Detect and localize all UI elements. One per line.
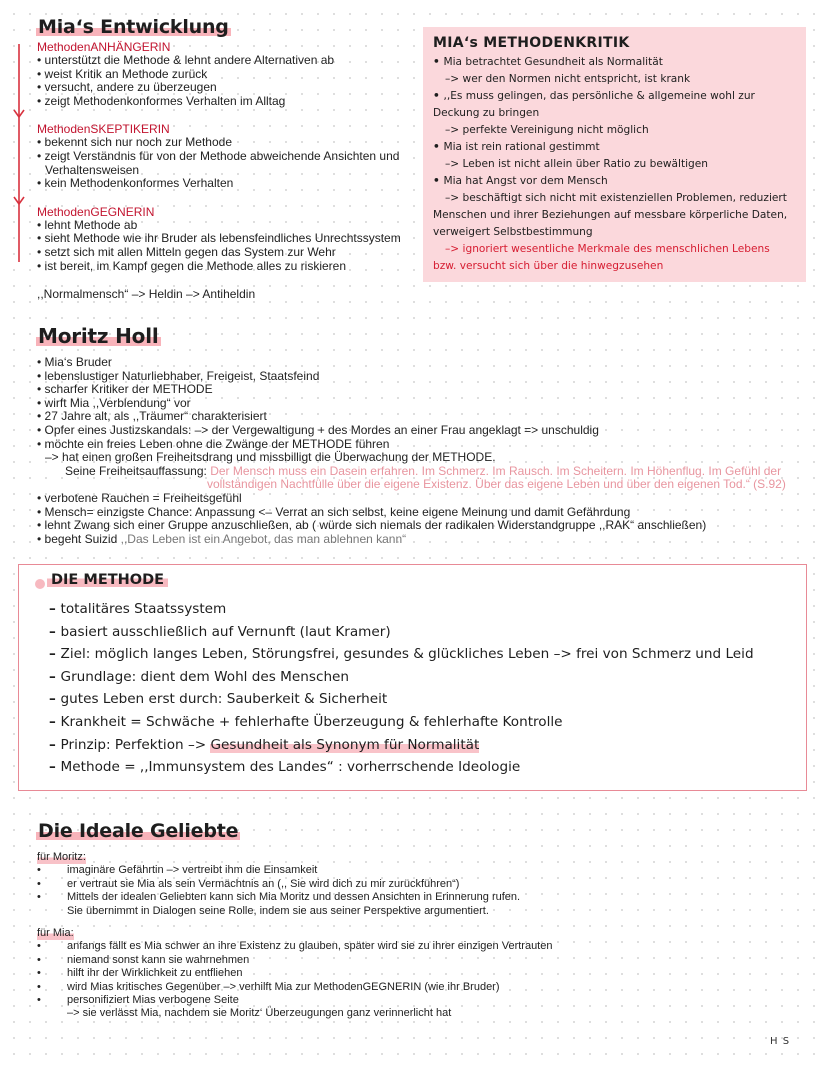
list-item: • Mittels der idealen Geliebten kann sich Mia Moritz und dessen Ansichten in Erinnerung rufen.: [37, 891, 521, 904]
moritz-title: Moritz Holl: [38, 324, 159, 348]
list-item: • scharfer Kritiker der METHODE: [37, 383, 817, 397]
list-item: • Opfer eines Justizskandals: –> der Vergewaltigung + des Mordes an einer Frau angeklagt => unschuldig: [37, 424, 817, 438]
signature: H S: [770, 1036, 791, 1047]
gegnerin-list: [37, 219, 417, 273]
kritik-line: Deckung zu bringen: [433, 107, 540, 119]
list-item: – Methode = ,,Immunsystem des Landes“ : vorherrschende Ideologie: [49, 756, 754, 779]
list-item: • sieht Methode wie ihr Bruder als lebensfeindliches Unrechtssystem: [37, 232, 417, 246]
kritik-line: • Mia betrachtet Gesundheit als Normalität: [433, 54, 796, 71]
anhaengerin-list: [37, 54, 417, 108]
list-item: • 27 Jahre alt, als ,,Träumer“ charakterisiert: [37, 410, 817, 424]
skeptikerin-heading: MethodenSKEPTIKERIN: [37, 122, 170, 137]
list-item-cont: –> sie verlässt Mia, nachdem sie Moritz‘ Überzeugungen ganz verinnerlicht hat: [67, 1007, 452, 1020]
list-item: • möchte ein freies Leben ohne die Zwänge der METHODE führen: [37, 438, 817, 452]
list-item: – gutes Leben erst durch: Sauberkeit & Sicherheit: [49, 688, 754, 711]
skeptikerin-list: [37, 136, 417, 190]
suizid-item: [37, 533, 817, 547]
list-item: – Grundlage: dient dem Wohl des Menschen: [49, 666, 754, 689]
list-item-cont: Sie übernimmt in Dialogen seine Rolle, indem sie aus seiner Perspektive argumentiert.: [67, 904, 489, 917]
list-item: – totalitäres Staatssystem: [49, 598, 754, 621]
list-item: • setzt sich mit allen Mitteln gegen das System zur Wehr: [37, 246, 417, 260]
list-item: • wird Mias kritisches Gegenüber –> verhilft Mia zur MethodenGEGNERIN (wie ihr Bruder): [37, 980, 500, 993]
kritik-line: –> Leben ist nicht allein über Ratio zu bewältigen: [445, 158, 709, 170]
kritik-line: –> wer den Normen nicht entspricht, ist krank: [445, 73, 691, 85]
methode-list: [49, 598, 754, 779]
methode-box: [18, 564, 807, 791]
auffassung-quote: Der Mensch muss ein Dasein erfahren. Im Schmerz. Im Rausch. Im Scheitern. Im Höhenflug. Im Gefühl der: [210, 463, 782, 478]
freiheitsauffassung: [37, 465, 817, 479]
prinzip-text: Prinzip: Perfektion –>: [60, 736, 211, 753]
list-item: • kein Methodenkonformes Verhalten: [37, 177, 417, 191]
kritik-title: MIA‘s METHODENKRITIK: [433, 35, 630, 51]
list-item: • lehnt Zwang sich einer Gruppe anzuschließen, ab ( würde sich niemals der radikalen Widerstandgruppe ,,RAK“ anschließen): [37, 519, 817, 533]
kritik-line: • Mia hat Angst vor dem Mensch: [433, 173, 796, 190]
gegnerin-heading: MethodenGEGNERIN: [37, 204, 155, 219]
geliebte-title: Die Ideale Geliebte: [38, 820, 239, 842]
list-item: • verbotene Rauchen = Freiheitsgefühl: [37, 492, 817, 506]
kritik-line: –> perfekte Vereinigung nicht möglich: [445, 124, 649, 136]
moritz-list: [37, 356, 817, 546]
geliebte-section: [37, 851, 817, 1021]
list-item: • niemand sonst kann sie wahrnehmen: [37, 953, 250, 966]
list-item: • personifiziert Mias verbogene Seite: [37, 994, 239, 1007]
list-item: – basiert ausschließlich auf Vernunft (laut Kramer): [49, 621, 754, 644]
list-item: • versucht, andere zu überzeugen: [37, 81, 417, 95]
suizid-quote: ,,Das Leben ist ein Angebot, das man ablehnen kann“: [120, 531, 407, 546]
list-item: –> hat einen großen Freiheitsdrang und missbilligt die Überwachung der METHODE.: [45, 450, 496, 465]
moritz-section: [37, 356, 817, 546]
list-item: • unterstützt die Methode & lehnt andere Alternativen ab: [37, 54, 417, 68]
list-item: • bekennt sich nur noch zur Methode: [37, 136, 417, 150]
prinzip-highlight: Gesundheit als Synonym für Normalität: [210, 736, 480, 753]
list-item: • Mia‘s Bruder: [37, 356, 817, 370]
prinzip-item: [49, 734, 754, 757]
list-item: • er vertraut sie Mia als sein Vermächtnis an (,, Sie wird dich zu mir zurückführen“): [37, 877, 460, 890]
kritik-line: verweigert Selbstbestimmung: [433, 226, 593, 238]
kritik-line: • Mia ist rein rational gestimmt: [433, 139, 796, 156]
timeline-arrow-icon: [10, 44, 30, 266]
list-item: • wirft Mia ,,Verblendung“ vor: [37, 397, 817, 411]
kritik-line-highlight: –> ignoriert wesentliche Merkmale des menschlichen Lebens: [445, 243, 770, 255]
list-item: • lebenslustiger Naturliebhaber, Freigeist, Staatsfeind: [37, 370, 817, 384]
anhaengerin-heading: MethodenANHÄNGERIN: [37, 40, 171, 54]
kritik-line: –> beschäftigt sich nicht mit existenziellen Problemen, reduziert: [445, 192, 787, 204]
methodenkritik-box: [423, 27, 806, 282]
entwicklung-title: Mia‘s Entwicklung: [38, 16, 229, 38]
kritik-line: • ,,Es muss gelingen, das persönliche & allgemeine wohl zur: [433, 88, 796, 105]
suizid-text: begeht Suizid: [44, 531, 121, 546]
kritik-line: Menschen und ihrer Beziehungen auf messbare körperliche Daten,: [433, 209, 788, 221]
methode-title: DIE METHODE: [47, 572, 168, 588]
list-item: • imaginäre Gefährtin –> vertreibt ihm die Einsamkeit: [37, 864, 318, 877]
list-item: • lehnt Methode ab: [37, 219, 417, 233]
mia-bullets: [37, 940, 817, 1020]
auffassung-quote-cont: vollständigen Nachtfülle über die eigene Existenz. Über das eigene Leben und über den eigenen Tod.“ (S.92): [207, 477, 786, 492]
list-item: • hilft ihr der Wirklichkeit zu entfliehen: [37, 967, 243, 980]
list-item: – Krankheit = Schwäche + fehlerhafte Überzeugung & fehlerhafte Kontrolle: [49, 711, 754, 734]
list-item: • Mensch= einzigste Chance: Anpassung <– Verrat an sich selbst, keine eigene Meinung und damit Gefährdung: [37, 506, 817, 520]
list-item: • ist bereit, im Kampf gegen die Methode alles zu riskieren: [37, 260, 417, 274]
moritz-bullets: [37, 864, 817, 918]
entwicklung-summary: ,,Normalmensch“ –> Heldin –> Antiheldin: [37, 287, 256, 302]
bullet-dot-icon: [35, 579, 45, 589]
list-item: • anfangs fällt es Mia schwer an ihre Existenz zu glauben, später wird sie zu ihrer einzigen Vertrauten: [37, 940, 553, 953]
kritik-line-highlight: bzw. versucht sich über die hinwegzusehen: [433, 260, 664, 272]
list-item: • zeigt Methodenkonformes Verhalten im Alltag: [37, 95, 417, 109]
fuer-moritz-label: für Moritz:: [37, 851, 86, 863]
list-item: – Ziel: möglich langes Leben, Störungsfrei, gesundes & glückliches Leben –> frei von Schmerz und Leid: [49, 643, 754, 666]
entwicklung-section: [37, 40, 417, 301]
list-item: • zeigt Verständnis für von der Methode abweichende Ansichten und Verhaltensweisen: [37, 150, 417, 177]
fuer-mia-label: für Mia:: [37, 927, 74, 940]
auffassung-label: Seine Freiheitsauffassung:: [65, 463, 211, 478]
list-item: • weist Kritik an Methode zurück: [37, 68, 417, 82]
